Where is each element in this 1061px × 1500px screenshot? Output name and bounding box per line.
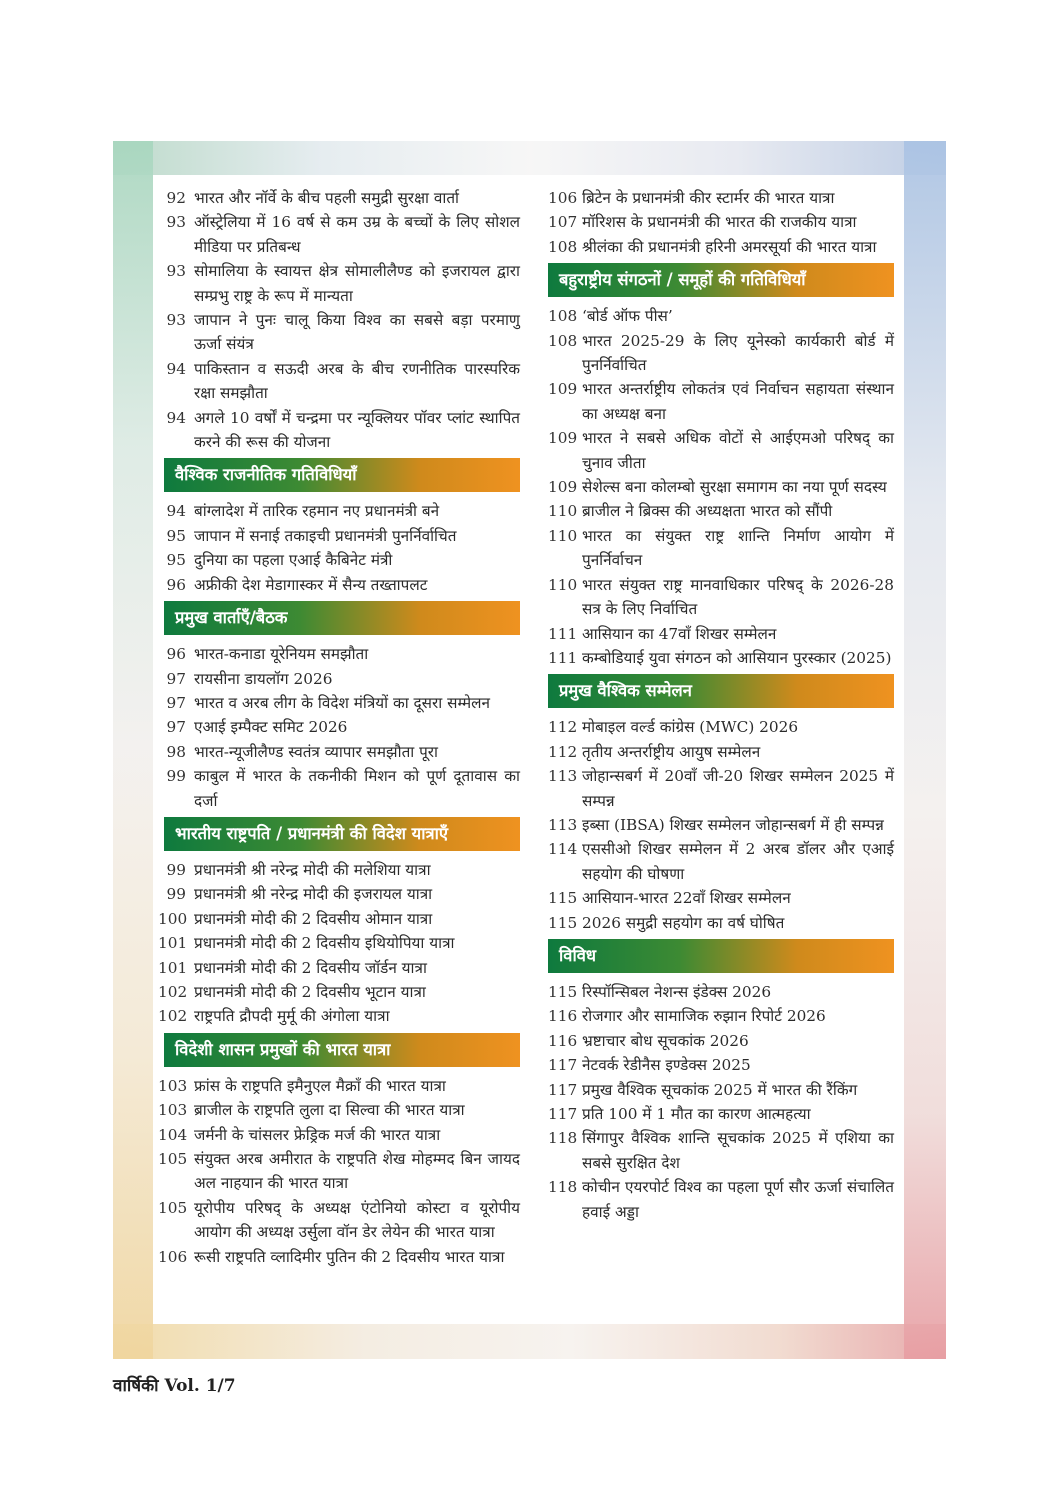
toc-entry[interactable]: [548, 622, 894, 646]
entry-title: सेशेल्स बना कोलम्बो सुरक्षा समागम का नया पूर्ण सदस्य: [582, 478, 887, 497]
entry-title: आसियान का 47वाँ शिखर सम्मेलन: [582, 624, 777, 643]
toc-entry[interactable]: [548, 1029, 894, 1053]
page-number: 93: [166, 311, 186, 330]
entry-title: 2026 समुद्री सहयोग का वर्ष घोषित: [582, 913, 785, 932]
toc-entry[interactable]: [548, 377, 894, 426]
section-heading: वैश्विक राजनीतिक गतिविधियाँ: [164, 458, 520, 492]
toc-entry[interactable]: [158, 524, 520, 548]
page-number: 105: [158, 1198, 188, 1217]
toc-entry[interactable]: [158, 1147, 520, 1196]
page-number: 93: [166, 262, 186, 281]
entry-title: जोहान्सबर्ग में 20वाँ जी-20 शिखर सम्मेलन 2025 में सम्पन्न: [582, 767, 894, 810]
entry-title: ऑस्ट्रेलिया में 16 वर्ष से कम उम्र के बच्चों के लिए सोशल मीडिया पर प्रतिबन्ध: [194, 213, 520, 256]
toc-entry[interactable]: [158, 931, 520, 955]
page-number: 118: [548, 1178, 578, 1197]
toc-entry[interactable]: [548, 210, 894, 234]
entry-title: सोमालिया के स्वायत्त क्षेत्र सोमालीलैण्ड को इजरायल द्वारा सम्प्रभु राष्ट्र के रूप में मान्यता: [194, 262, 520, 305]
entry-title: फ्रांस के राष्ट्रपति इमैनुएल मैक्रॉं की भारत यात्रा: [194, 1076, 446, 1095]
entry-title: ब्राजील ने ब्रिक्स की अध्यक्षता भारत को सौंपी: [582, 502, 833, 521]
toc-entry[interactable]: [548, 764, 894, 813]
toc-entry[interactable]: [548, 1102, 894, 1126]
toc-entry[interactable]: [158, 858, 520, 882]
entry-title: संयुक्त अरब अमीरात के राष्ट्रपति शेख मोहम्मद बिन जायद अल नाहयान की भारत यात्रा: [194, 1150, 520, 1193]
brush-border-top: [113, 141, 946, 175]
page-number: 102: [158, 982, 188, 1001]
page-number: 95: [166, 551, 186, 570]
toc-right-column: [548, 186, 894, 1224]
section-heading: बहुराष्ट्रीय संगठनों / समूहों की गतिविधियाँ: [548, 263, 894, 297]
entry-title: जर्मनी के चांसलर फ्रेड्रिक मर्ज की भारत यात्रा: [194, 1125, 441, 1144]
page-number: 99: [166, 767, 186, 786]
page-number: 117: [548, 1080, 578, 1099]
entry-title: इब्सा (IBSA) शिखर सम्मेलन जोहान्सबर्ग में ही सम्पन्न: [582, 815, 884, 834]
page-number: 94: [166, 408, 186, 427]
brush-border-left: [113, 141, 153, 1359]
entry-title: रिस्पॉन्सिबल नेशन्स इंडेक्स 2026: [582, 982, 772, 1001]
entry-title: यूरोपीय परिषद् के अध्यक्ष एंटोनियो कोस्टा व यूरोपीय आयोग की अध्यक्ष उर्सुला वॉन डेर लेयेन की भारत यात्रा: [194, 1198, 520, 1242]
entry-title: काबुल में भारत के तकनीकी मिशन को पूर्ण दूतावास का दर्जा: [194, 767, 520, 810]
toc-entry[interactable]: [548, 980, 894, 1004]
entry-title: प्रधानमंत्री मोदी की 2 दिवसीय ओमान यात्रा: [194, 909, 433, 928]
toc-entry[interactable]: [158, 406, 520, 455]
entry-title: भारत संयुक्त राष्ट्र मानवाधिकार परिषद् के 2026-28 सत्र के लिए निर्वाचित: [582, 575, 894, 619]
entry-title: प्रति 100 में 1 मौत का कारण आत्महत्या: [582, 1105, 811, 1123]
toc-entry[interactable]: [158, 1123, 520, 1147]
entry-title: प्रधानमंत्री मोदी की 2 दिवसीय जॉर्डन यात्रा: [194, 958, 427, 977]
entry-title: भारत अन्तर्राष्ट्रीय लोकतंत्र एवं निर्वाचन सहायता संस्थान का अध्यक्ष बना: [582, 380, 894, 423]
page-number: 117: [548, 1105, 578, 1123]
entry-title: भारत व अरब लीग के विदेश मंत्रियों का दूसरा सम्मेलन: [194, 693, 491, 712]
entry-title: एससीओ शिखर सम्मेलन में 2 अरब डॉलर और एआई सहयोग की घोषणा: [582, 840, 894, 883]
page-number: 109: [548, 478, 578, 497]
page-number: 113: [548, 815, 578, 834]
toc-entry[interactable]: [548, 1126, 894, 1175]
entry-title: अगले 10 वर्षों में चन्द्रमा पर न्यूक्लियर पॉवर प्लांट स्थापित करने की रूस की योजना: [194, 408, 520, 452]
entry-title: जापान ने पुनः चालू किया विश्व का सबसे बड़ा परमाणु ऊर्जा संयंत्र: [194, 311, 520, 354]
toc-entry[interactable]: [548, 329, 894, 378]
entry-title: प्रधानमंत्री मोदी की 2 दिवसीय इथियोपिया यात्रा: [194, 934, 455, 953]
entry-title: नेटवर्क रेडीनैस इण्डेक्स 2025: [582, 1056, 751, 1075]
page-number: 100: [158, 909, 188, 928]
page-number: 115: [548, 982, 578, 1001]
entry-title: आसियान-भारत 22वाँ शिखर सम्मेलन: [582, 889, 791, 908]
entry-title: प्रधानमंत्री श्री नरेन्द्र मोदी की मलेशिया यात्रा: [194, 860, 431, 879]
entry-title: भारत 2025-29 के लिए यूनेस्को कार्यकारी बोर्ड में पुनर्निर्वाचित: [582, 331, 894, 375]
toc-entry[interactable]: [158, 573, 520, 597]
toc-entry[interactable]: [548, 426, 894, 475]
entry-title: सिंगापुर वैश्विक शान्ति सूचकांक 2025 में एशिया का सबसे सुरक्षित देश: [582, 1129, 894, 1172]
page-number: 115: [548, 913, 578, 932]
page-number: 109: [548, 429, 578, 448]
entry-title: भारत का संयुक्त राष्ट्र शान्ति निर्माण आयोग में पुनर्निर्वाचन: [582, 526, 894, 570]
section-heading: भारतीय राष्ट्रपति / प्रधानमंत्री की विदेश यात्राएँ: [164, 817, 520, 851]
toc-entry[interactable]: [158, 1098, 520, 1122]
page-number: 111: [548, 648, 578, 667]
entry-title: श्रीलंका की प्रधानमंत्री हरिनी अमरसूर्या की भारत यात्रा: [582, 237, 877, 256]
section-heading: विदेशी शासन प्रमुखों की भारत यात्रा: [164, 1033, 520, 1067]
section-heading: प्रमुख वार्ताएँ/बैठक: [164, 601, 520, 635]
entry-title: तृतीय अन्तर्राष्ट्रीय आयुष सम्मेलन: [582, 742, 761, 761]
page-number: 97: [166, 718, 186, 737]
brush-border-right: [904, 141, 946, 1359]
toc-entry[interactable]: [158, 308, 520, 357]
page-number: 113: [548, 767, 578, 786]
page-number: 108: [548, 307, 578, 326]
entry-title: जापान में सनाई तकाइची प्रधानमंत्री पुनर्निर्वाचित: [194, 526, 457, 545]
page-number: 96: [166, 645, 186, 664]
page-number: 92: [166, 189, 186, 207]
page-number: 97: [166, 669, 186, 688]
entry-title: ब्राजील के राष्ट्रपति लुला दा सिल्वा की भारत यात्रा: [194, 1101, 465, 1120]
page-number: 117: [548, 1056, 578, 1075]
entry-title: भारत और नॉर्वे के बीच पहली समुद्री सुरक्षा वार्ता: [194, 189, 460, 207]
toc-entry[interactable]: [548, 1175, 894, 1224]
toc-entry[interactable]: [158, 740, 520, 764]
toc-entry[interactable]: [548, 499, 894, 523]
brush-border-bottom: [113, 1324, 946, 1359]
page-number: 99: [166, 885, 186, 904]
toc-entry[interactable]: [158, 1004, 520, 1028]
entry-title: रूसी राष्ट्रपति व्लादिमीर पुतिन की 2 दिवसीय भारत यात्रा: [194, 1247, 505, 1266]
page-number: 101: [158, 934, 188, 953]
toc-entry[interactable]: [158, 499, 520, 523]
page-number: 106: [548, 189, 578, 207]
page-number: 118: [548, 1129, 578, 1148]
entry-title: ब्रिटेन के प्रधानमंत्री कीर स्टार्मर की भारत यात्रा: [582, 189, 835, 207]
page-number: 97: [166, 693, 186, 712]
toc-entry[interactable]: [548, 235, 894, 259]
toc-entry[interactable]: [158, 715, 520, 739]
entry-title: भारत ने सबसे अधिक वोटों से आईएमओ परिषद् का चुनाव जीता: [582, 429, 894, 472]
toc-entry[interactable]: [158, 1074, 520, 1098]
entry-title: प्रधानमंत्री श्री नरेन्द्र मोदी की इजरायल यात्रा: [194, 885, 433, 904]
toc-entry[interactable]: [158, 642, 520, 666]
toc-entry[interactable]: [548, 911, 894, 935]
page-number: 110: [548, 575, 578, 594]
section-heading: प्रमुख वैश्विक सम्मेलन: [548, 674, 894, 708]
page-number: 107: [548, 213, 578, 232]
toc-entry[interactable]: [548, 475, 894, 499]
page-number: 102: [158, 1007, 188, 1026]
toc-entry[interactable]: [158, 548, 520, 572]
toc-entry[interactable]: [158, 186, 520, 210]
toc-entry[interactable]: [548, 1004, 894, 1028]
page-number: 109: [548, 380, 578, 399]
page-number: 96: [166, 575, 186, 594]
section-heading: विविध: [548, 939, 894, 973]
toc-entry[interactable]: [548, 715, 894, 739]
page-number: 110: [548, 526, 578, 545]
page-number: 94: [166, 502, 186, 521]
toc-entry[interactable]: [548, 1078, 894, 1102]
page-number: 106: [158, 1247, 188, 1266]
page-number: 116: [548, 1031, 578, 1050]
entry-title: मोबाइल वर्ल्ड कांग्रेस (MWC) 2026: [582, 718, 799, 737]
page-number: 98: [166, 742, 186, 761]
toc-entry[interactable]: [158, 259, 520, 308]
page-number: 111: [548, 624, 578, 643]
toc-entry[interactable]: [158, 907, 520, 931]
toc-entry[interactable]: [158, 956, 520, 980]
entry-title: रायसीना डायलॉग 2026: [194, 669, 333, 688]
page-number: 114: [548, 840, 578, 859]
toc-entry[interactable]: [548, 304, 894, 328]
toc-entry[interactable]: [548, 573, 894, 622]
page-number: 95: [166, 526, 186, 545]
toc-left-column: [158, 186, 520, 1269]
entry-title: प्रमुख वैश्विक सूचकांक 2025 में भारत की रैंकिंग: [582, 1080, 858, 1099]
entry-title: प्रधानमंत्री मोदी की 2 दिवसीय भूटान यात्रा: [194, 982, 426, 1001]
page-number: 112: [548, 742, 578, 761]
page-number: 103: [158, 1076, 188, 1095]
toc-entry[interactable]: [158, 882, 520, 906]
toc-entry[interactable]: [158, 980, 520, 1004]
page-number: 105: [158, 1150, 188, 1168]
page-number: 101: [158, 958, 188, 977]
entry-title: पाकिस्तान व सऊदी अरब के बीच रणनीतिक पारस्परिक रक्षा समझौता: [194, 359, 520, 403]
toc-entry[interactable]: [158, 357, 520, 406]
toc-entry[interactable]: [158, 667, 520, 691]
toc-entry[interactable]: [548, 186, 894, 210]
page-number: 94: [166, 359, 186, 378]
toc-entry[interactable]: [548, 1053, 894, 1077]
toc-entry[interactable]: [548, 646, 894, 670]
entry-title: एआई इम्पैक्ट समिट 2026: [194, 718, 348, 737]
entry-title: कम्बोडियाई युवा संगठन को आसियान पुरस्कार (2025): [582, 648, 892, 667]
entry-title: बांग्लादेश में तारिक रहमान नए प्रधानमंत्री बने: [194, 502, 440, 521]
toc-entry[interactable]: [548, 886, 894, 910]
entry-title: ‘बोर्ड ऑफ पीस’: [582, 307, 673, 326]
toc-entry[interactable]: [158, 764, 520, 813]
toc-entry[interactable]: [158, 691, 520, 715]
entry-title: भारत-कनाडा यूरेनियम समझौता: [194, 645, 369, 664]
toc-entry[interactable]: [548, 813, 894, 837]
entry-title: दुनिया का पहला एआई कैबिनेट मंत्री: [194, 551, 393, 570]
toc-entry[interactable]: [158, 1196, 520, 1245]
page-number: 104: [158, 1125, 188, 1144]
page-footer: वार्षिकी Vol. 1/7: [113, 1376, 236, 1396]
toc-entry[interactable]: [548, 740, 894, 764]
entry-title: मॉरिशस के प्रधानमंत्री की भारत की राजकीय यात्रा: [582, 213, 857, 232]
page-number: 115: [548, 889, 578, 908]
page-number: 112: [548, 718, 578, 737]
page-number: 108: [548, 237, 578, 256]
page-number: 108: [548, 331, 578, 350]
toc-entry[interactable]: [548, 524, 894, 573]
page-number: 99: [166, 860, 186, 879]
entry-title: भ्रष्टाचार बोध सूचकांक 2026: [582, 1031, 749, 1050]
page-number: 93: [166, 213, 186, 232]
toc-entry[interactable]: [548, 837, 894, 886]
entry-title: कोचीन एयरपोर्ट विश्व का पहला पूर्ण सौर ऊर्जा संचालित हवाई अड्डा: [582, 1178, 894, 1221]
entry-title: अफ्रीकी देश मेडागास्कर में सैन्य तख्तापलट: [194, 575, 428, 594]
entry-title: राष्ट्रपति द्रौपदी मुर्मू की अंगोला यात्रा: [194, 1007, 390, 1026]
page-number: 103: [158, 1101, 188, 1120]
page-number: 116: [548, 1007, 578, 1026]
page-number: 110: [548, 502, 578, 521]
toc-entry[interactable]: [158, 210, 520, 259]
toc-entry[interactable]: [158, 1245, 520, 1269]
entry-title: भारत-न्यूजीलैण्ड स्वतंत्र व्यापार समझौता पूरा: [194, 742, 439, 761]
entry-title: रोजगार और सामाजिक रुझान रिपोर्ट 2026: [582, 1007, 826, 1026]
